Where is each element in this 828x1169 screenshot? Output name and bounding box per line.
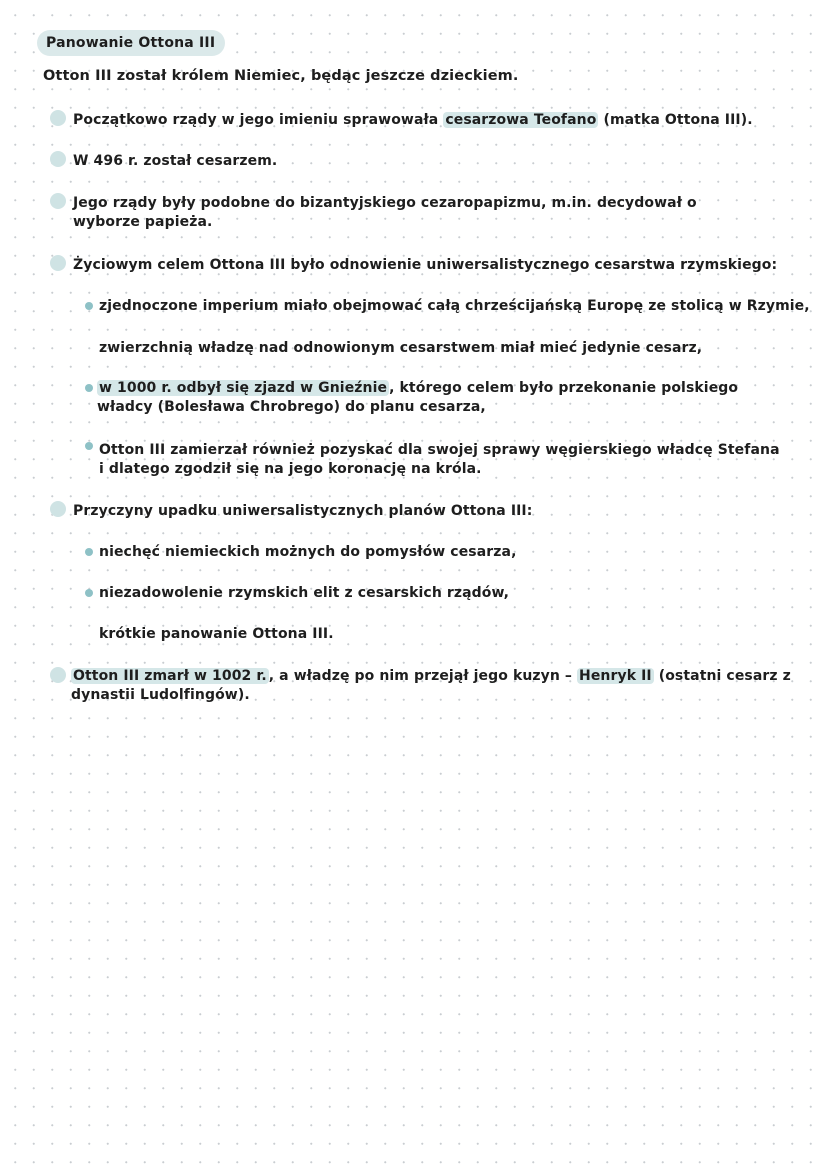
- bullet-icon: [50, 193, 66, 209]
- list-item: Początkowo rządy w jego imieniu sprawowała cesarzowa Teofano (matka Ottona III).: [73, 112, 753, 128]
- bullet-icon: [50, 151, 66, 167]
- sub-list-item: krótkie panowanie Ottona III.: [99, 626, 334, 642]
- sub-bullet-icon: [85, 442, 93, 450]
- sub-list-item: zwierzchnią władzę nad odnowionym cesarstwem miał mieć jedynie cesarz,: [99, 340, 703, 356]
- sub-bullet-icon: [85, 384, 93, 392]
- bullet-icon: [50, 110, 66, 126]
- sub-list-item: niezadowolenie rzymskich elit z cesarskich rządów,: [99, 585, 510, 601]
- bullet-icon: [50, 667, 66, 683]
- list-item: Przyczyny upadku uniwersalistycznych planów Ottona III:: [73, 503, 533, 519]
- highlight: Henryk II: [579, 668, 652, 684]
- sub-list-item: zjednoczone imperium miało obejmować całą chrześcijańską Europę ze stolicą w Rzymie,: [99, 298, 810, 314]
- intro-text: Otton III został królem Niemiec, będąc jeszcze dzieckiem.: [43, 68, 519, 84]
- bullet-icon: [50, 255, 66, 271]
- list-item: Jego rządy były podobne do bizantyjskiego cezaropapizmu, m.in. decydował o wyborze papieża.: [73, 195, 697, 230]
- page-title: Panowanie Ottona III: [37, 30, 225, 56]
- sub-bullet-icon: [85, 589, 93, 597]
- sub-bullet-icon: [85, 302, 93, 310]
- sub-bullet-icon: [85, 548, 93, 556]
- sub-list-item: niechęć niemieckich możnych do pomysłów cesarza,: [99, 544, 517, 560]
- list-item: Życiowym celem Ottona III było odnowienie uniwersalistycznego cesarstwa rzymskiego:: [73, 257, 778, 273]
- list-item: W 496 r. został cesarzem.: [73, 153, 278, 169]
- list-item: Otton III zmarł w 1002 r. , a władzę po nim przejął jego kuzyn – Henryk II (ostatni cesarz z dynastii Ludolfingów).: [71, 668, 791, 703]
- highlight: cesarzowa Teofano: [445, 112, 597, 128]
- highlight: w 1000 r. odbył się zjazd w Gnieźnie: [99, 380, 388, 396]
- bullet-icon: [50, 501, 66, 517]
- sub-list-item: Otton III zamierzał również pozyskać dla swojej sprawy węgierskiego władcę Stefana i dlatego zgodził się na jego koronację na króla.: [99, 442, 780, 477]
- sub-list-item: w 1000 r. odbył się zjazd w Gnieźnie , którego celem było przekonanie polskiego władcy (Bolesława Chrobrego) do planu cesarza,: [97, 380, 739, 415]
- highlight: Otton III zmarł w 1002 r.: [73, 668, 267, 684]
